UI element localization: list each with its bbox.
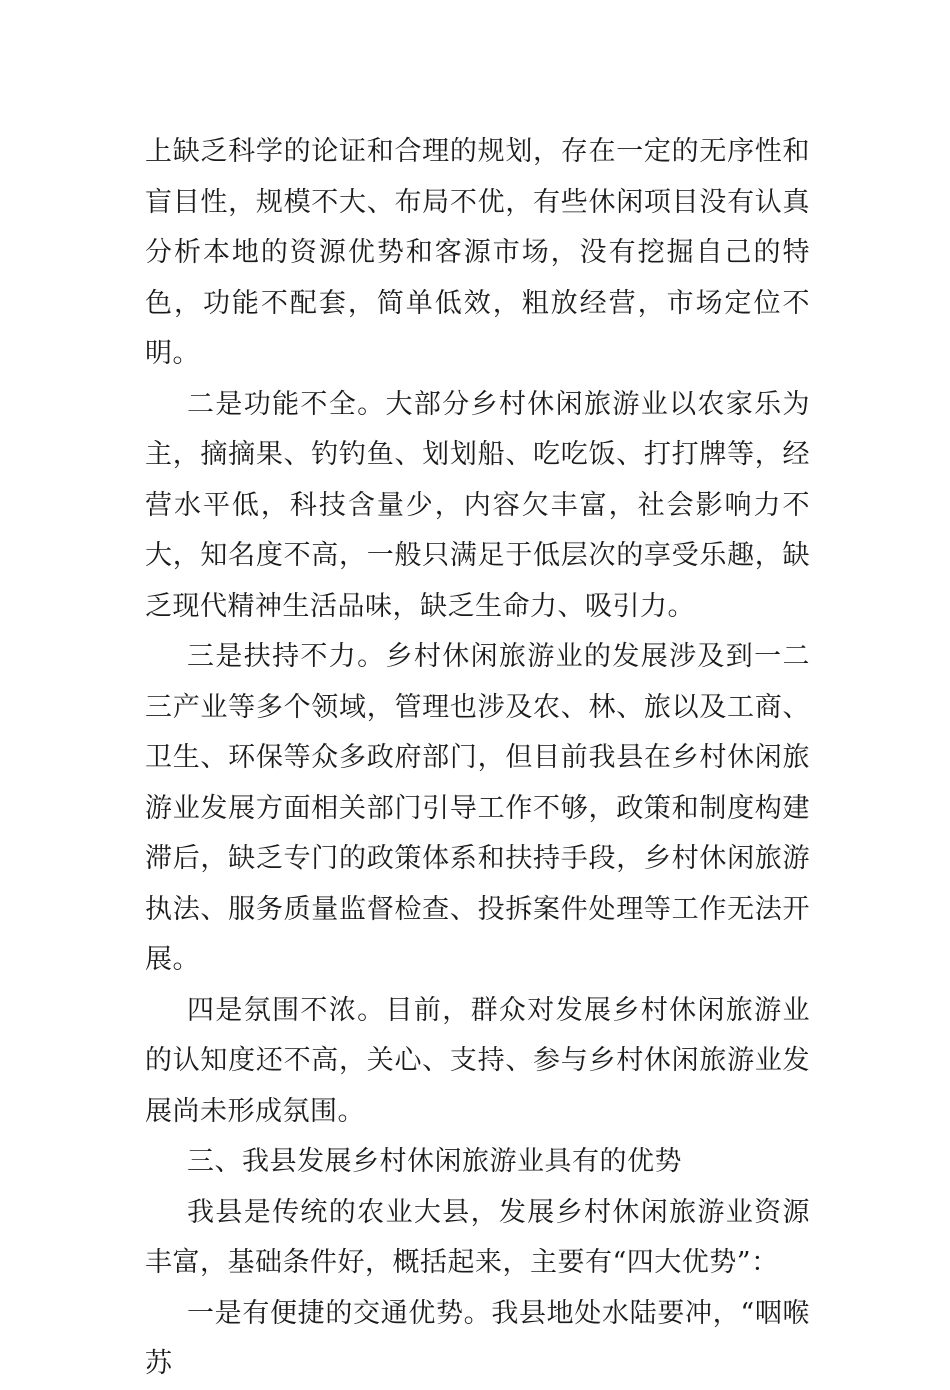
paragraph-weak-atmosphere: 四是氛围不浓。目前，群众对发展乡村休闲旅游业的认知度还不高，关心、支持、参与乡村休闲旅游业发展尚未形成氛围。 <box>145 994 810 1127</box>
paragraph-insufficient-support: 三是扶持不力。乡村休闲旅游业的发展涉及到一二三产业等多个领域，管理也涉及农、林、旅以及工商、卫生、环保等众多政府部门，但目前我县在乡村休闲旅游业发展方面相关部门引导工作不够，政策和制度构建滞后，缺乏专门的政策体系和扶持手段，乡村休闲旅游执法、服务质量监督检查、投拆案件处理等工作无法开展。 <box>145 641 810 975</box>
paragraph-transport-advantage: 一是有便捷的交通优势。我县地处水陆要冲，“咽喉苏 <box>145 1297 810 1379</box>
section-heading-advantages: 三、我县发展乡村休闲旅游业具有的优势 <box>187 1146 682 1177</box>
paragraph-function-incomplete: 二是功能不全。大部分乡村休闲旅游业以农家乐为主，摘摘果、钓钓鱼、划划船、吃吃饭、打打牌等，经营水平低，科技含量少，内容欠丰富，社会影响力不大，知名度不高，一般只满足于低层次的享受乐趣，缺乏现代精神生活品味，缺乏生命力、吸引力。 <box>145 388 810 622</box>
document-body <box>145 127 810 1390</box>
paragraph-advantages-intro: 我县是传统的农业大县，发展乡村休闲旅游业资源丰富，基础条件好，概括起来，主要有“四大优势”： <box>145 1196 810 1278</box>
paragraph-continuation: 上缺乏科学的论证和合理的规划，存在一定的无序性和盲目性，规模不大、布局不优，有些休闲项目没有认真分析本地的资源优势和客源市场，没有挖掘自己的特色，功能不配套，简单低效，粗放经营，市场定位不明。 <box>145 136 810 369</box>
